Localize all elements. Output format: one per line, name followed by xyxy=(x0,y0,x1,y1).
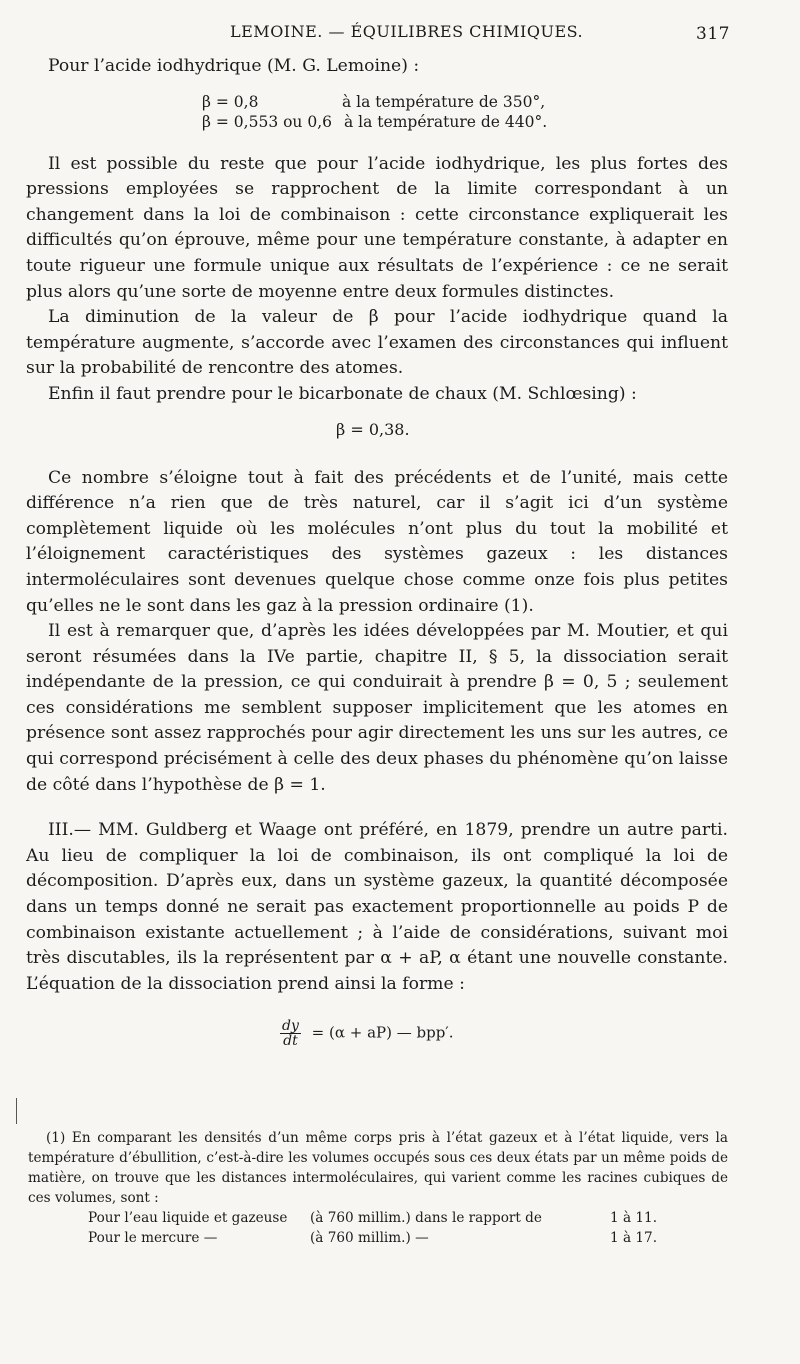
beta-values-formula xyxy=(202,92,728,132)
footnote-text: (1) En comparant les densités d’un même corps pris à l’état gazeux et à l’état liquide, vers la température d’ébullition, c’est-à-dire les volumes occupés sous ces deux états par un même poids de matière, on trouve que les distances intermoléculaires, qui varient comme les racines cubiques de ces volumes, sont : xyxy=(28,1130,728,1206)
formula-lhs: β = 0,8 xyxy=(202,92,259,111)
running-title: LEMOINE. — ÉQUILIBRES CHIMIQUES. xyxy=(230,22,584,41)
footnote-condition: (à 760 millim.) dans le rapport de xyxy=(310,1210,542,1226)
formula-lhs: β = 0,553 ou 0,6 xyxy=(202,112,332,131)
formula-rhs: à la température de 350°, xyxy=(342,92,546,111)
footnote-substance: Pour l’eau liquide et gazeuse xyxy=(88,1210,288,1226)
footnote-row xyxy=(28,1208,728,1228)
footnote-substance: Pour le mercure — xyxy=(88,1230,218,1246)
footnote-row xyxy=(28,1228,728,1248)
footnote-ratio: 1 à 11. xyxy=(610,1210,658,1226)
paragraph: Ce nombre s’éloigne tout à fait des précédents et de l’unité, mais cette différence n’a rien que de très naturel, car il s’agit ici d’un système complètement liquide où les molécules n’ont plus du tout la mobilité et l’éloignement caractéristiques des systèmes gazeux : les distances intermoléculaires sont devenues quelque chose comme onze fois plus petites qu’elles ne le sont dans les gaz à la pression ordinaire (1). xyxy=(26,467,728,616)
formula-row xyxy=(202,112,728,132)
fraction-denominator: dt xyxy=(283,1033,298,1050)
equation-rhs: = (α + aP) — bpp′. xyxy=(311,1023,454,1042)
beta-chaux-formula: β = 0,38. xyxy=(336,419,410,439)
paragraph: Enfin il faut prendre pour le bicarbonate de chaux (M. Schlœsing) : xyxy=(48,383,637,404)
derivative-fraction xyxy=(280,1019,301,1048)
paragraph: Il est à remarquer que, d’après les idées développées par M. Moutier, et qui seront résumées dans la IVe partie, chapitre II, § 5, la dissociation serait indépendante de la pression, ce qui conduirait à prendre β = 0, 5 ; seulement ces considérations me semblent supposer implicitement que les atomes en présence sont assez rapprochés pour agir directement les uns sur les autres, ce qui correspond précisément à celle des deux phases du phénomène qu’on laisse de côté dans l’hypothèse de β = 1. xyxy=(26,621,728,795)
intro-line: Pour l’acide iodhydrique (M. G. Lemoine) : xyxy=(48,56,420,76)
footnote-condition: (à 760 millim.) — xyxy=(310,1230,429,1246)
page-number: 317 xyxy=(696,24,730,44)
footnote-ratio: 1 à 17. xyxy=(610,1230,658,1246)
paragraph: Il est possible du reste que pour l’acide iodhydrique, les plus fortes des pressions employées se rapprochent de la limite correspondant à un changement dans la loi de combinaison : cette circonstance expliquerait les difficultés qu’on éprouve, même pour une température constante, à adapter en toute rigueur une formule unique aux résultats de l’expérience : ce ne serait plus alors qu’une sorte de moyenne entre deux formules distinctes. xyxy=(26,153,728,302)
paragraph: La diminution de la valeur de β pour l’acide iodhydrique quand la température augmente, s’accorde avec l’examen des circonstances qui influent sur la probabilité de rencontre des atomes. xyxy=(26,307,728,379)
main-text xyxy=(26,54,728,1048)
footnote-block xyxy=(28,1128,728,1248)
formula-rhs: à la température de 440°. xyxy=(344,112,548,131)
fraction-numerator: dy xyxy=(282,1018,299,1035)
formula-row xyxy=(202,92,728,112)
margin-mark xyxy=(16,1098,17,1124)
dissociation-equation xyxy=(280,1019,728,1048)
section-iii-paragraph: III.— MM. Guldberg et Waage ont préféré, en 1879, prendre un autre parti. Au lieu de compliquer la loi de combinaison, ils ont compliqué la loi de décomposition. D’après eux, dans un système gazeux, la quantité décomposée dans un temps donné ne serait pas exactement proportionnelle au poids P de combinaison existante actuellement ; à l’aide de considérations, suivant moi très discutables, ils la représentent par α + aP, α étant une nouvelle constante. L’équation de la dissociation prend ainsi la forme : xyxy=(26,820,728,994)
page-header xyxy=(40,22,730,50)
